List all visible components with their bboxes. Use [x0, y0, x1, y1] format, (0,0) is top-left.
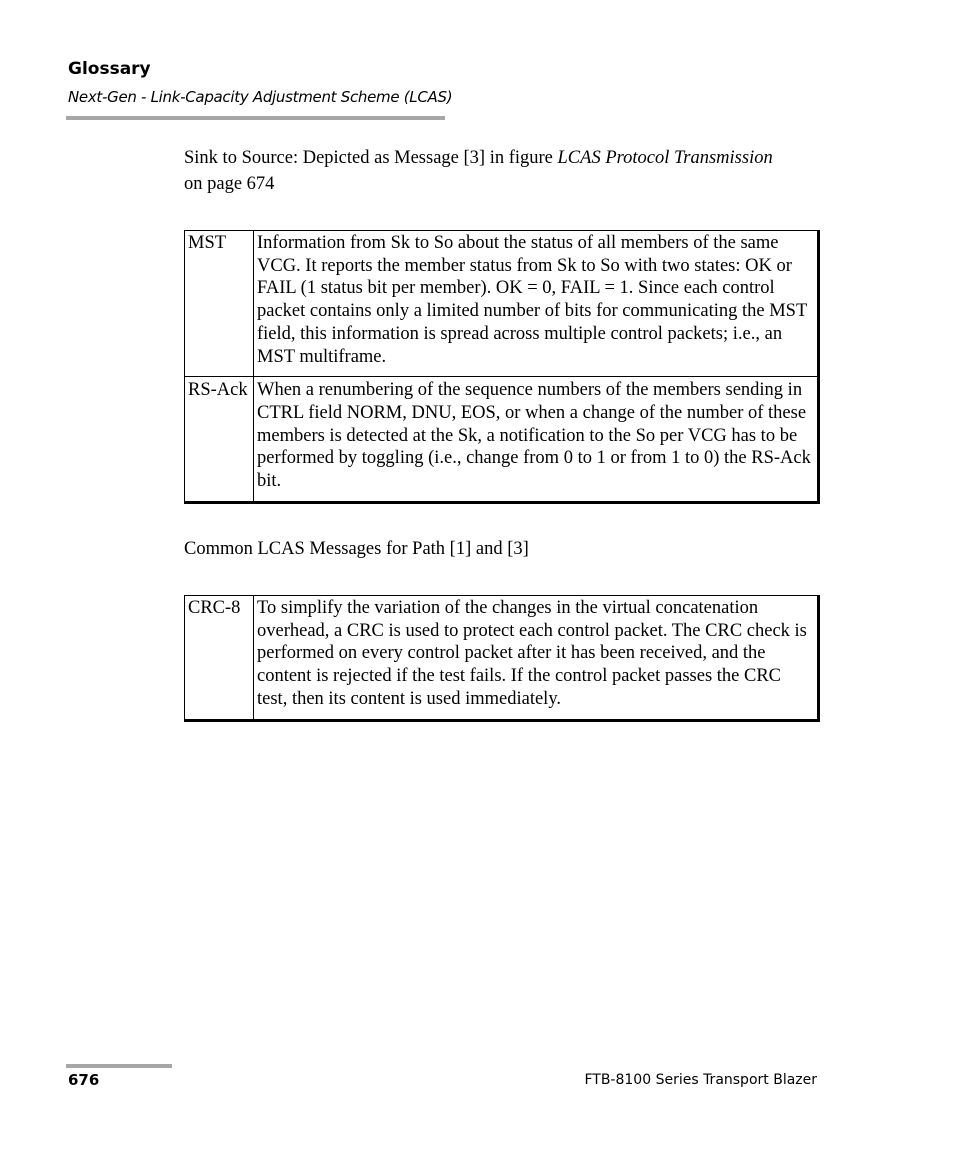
definition-cell: When a renumbering of the sequence numbers of the members sending in CTRL field NORM, DNU, EOS, or when a change of the number of these members is detected at the Sk, a notification to the So per VCG has to be performed by toggling (i.e., change from 0 to 1 or from 1 to 0) the RS-Ack bit. [254, 377, 819, 503]
table-row [185, 231, 819, 377]
product-name: FTB-8100 Series Transport Blazer [584, 1072, 817, 1088]
page-number: 676 [68, 1071, 100, 1089]
header-divider [66, 116, 445, 120]
term-cell: RS-Ack [185, 377, 254, 503]
section-title: Glossary [68, 59, 151, 79]
figure-reference-link[interactable]: LCAS Protocol Transmission [557, 148, 773, 168]
intro-suffix: on page 674 [184, 174, 275, 194]
term-cell: MST [185, 231, 254, 377]
common-messages-table [184, 595, 820, 722]
definition-cell: Information from Sk to So about the status of all members of the same VCG. It reports the member status from Sk to So with two states: OK or FAIL (1 status bit per member). OK = 0, FAIL = 1. Since each control packet contains only a limited number of bits for communicating the MST field, this information is spread across multiple control packets; i.e., an MST multiframe. [257, 233, 807, 367]
intro-prefix: Sink to Source: Depicted as Message [3] in figure [184, 148, 558, 168]
term-cell: CRC-8 [185, 596, 254, 721]
common-messages-heading: Common LCAS Messages for Path [1] and [3] [184, 539, 529, 559]
sink-to-source-table [184, 230, 820, 504]
sink-to-source-intro [184, 145, 784, 197]
footer-divider [66, 1064, 172, 1068]
table-row [185, 596, 819, 721]
subsection-title: Next-Gen - Link-Capacity Adjustment Scheme (LCAS) [68, 88, 453, 106]
definition-cell: To simplify the variation of the changes in the virtual concatenation overhead, a CRC is used to protect each control packet. The CRC check is performed on every control packet after it has been received, and the content is rejected if the test fails. If the control packet passes the CRC test, then its content is used immediately. [257, 598, 807, 709]
table-row [185, 377, 819, 503]
